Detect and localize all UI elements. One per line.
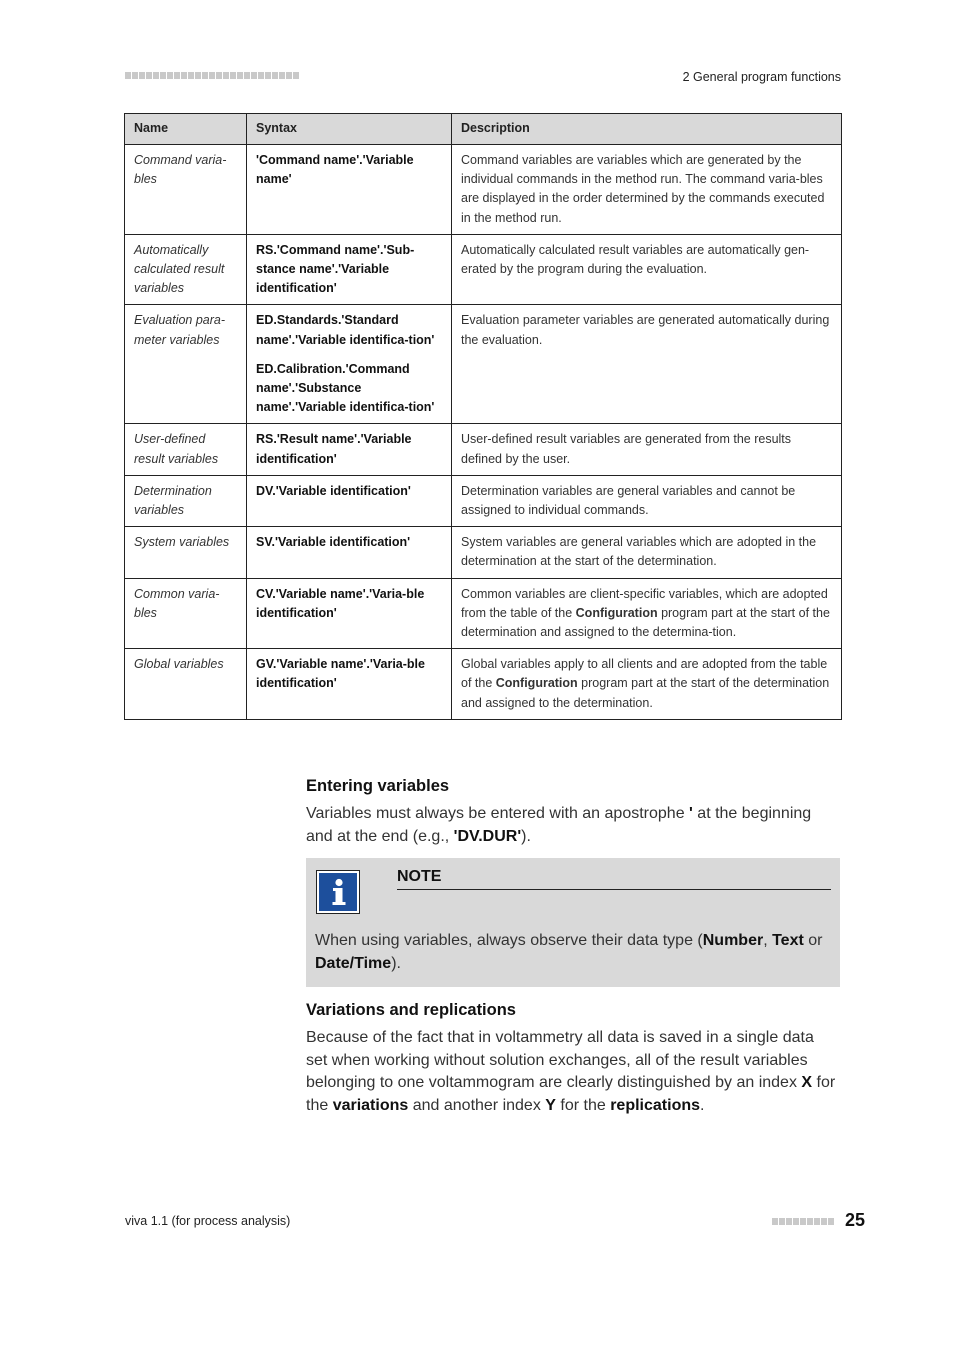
entering-variables-heading: Entering variables [306, 777, 450, 795]
table-row [125, 527, 842, 578]
variable-name: User-defined result variables [125, 424, 247, 475]
note-title: NOTE [397, 868, 831, 890]
variable-syntax: DV.'Variable identification' [247, 475, 452, 526]
header-decoration [125, 72, 299, 80]
variable-syntax: RS.'Command name'.'Sub-stance name'.'Variable identification' [247, 234, 452, 305]
variations-text: Because of the fact that in voltammetry all data is saved in a single data set when working without solution exchanges, all of the result variables belonging to one voltammogram are clearly distinguished by an index X for the variations and another index Y for the replications. [306, 1029, 836, 1114]
page-number: 25 [845, 1210, 866, 1230]
variable-syntax: GV.'Variable name'.'Varia-ble identification' [247, 649, 452, 720]
column-header-name: Name [125, 114, 247, 145]
variable-name: Global variables [125, 649, 247, 720]
variable-syntax: 'Command name'.'Variable name' [247, 145, 452, 235]
variable-name: Evaluation para-meter variables [125, 305, 247, 424]
example-variable: 'DV.DUR' [453, 827, 522, 845]
variable-name: Automatically calculated result variables [125, 234, 247, 305]
variable-description: Common variables are client-specific variables, which are adopted from the table of the Configuration program part at the start of the determination and assigned to the determina-tion. [452, 578, 842, 649]
variable-name: Common varia-bles [125, 578, 247, 649]
column-header-syntax: Syntax [247, 114, 452, 145]
configuration-term: Configuration [575, 605, 658, 620]
footer-decoration [772, 1218, 834, 1225]
variable-description: User-defined result variables are generated from the results defined by the user. [452, 424, 842, 475]
entering-variables-text: Variables must always be entered with an apostrophe ' at the beginning and at the end (e.g., 'DV.DUR'). [306, 805, 812, 845]
variable-name: System variables [125, 527, 247, 578]
info-icon [316, 870, 360, 914]
section-title: 2 General program functions [682, 70, 841, 84]
variable-description: Automatically calculated result variables are automatically gen-erated by the program during the evaluation. [452, 234, 842, 305]
table-row [125, 424, 842, 475]
note-text: When using variables, always observe their data type (Number, Text or Date/Time). [315, 932, 823, 972]
variable-description: Evaluation parameter variables are generated automatically during the evaluation. [452, 305, 842, 424]
syntax-standards: ED.Standards.'Standard name'.'Variable identifica-tion' [256, 313, 435, 347]
table-header-row [125, 114, 842, 145]
table-row [125, 649, 842, 720]
syntax-calibration: ED.Calibration.'Command name'.'Substance name'.'Variable identifica-tion' [256, 361, 435, 415]
table-row [125, 305, 842, 424]
variables-table [124, 113, 842, 720]
variable-syntax: RS.'Result name'.'Variable identification' [247, 424, 452, 475]
column-header-description: Description [452, 114, 842, 145]
footer-product: viva 1.1 (for process analysis) [125, 1214, 291, 1228]
table-row [125, 145, 842, 235]
variable-name: Determination variables [125, 475, 247, 526]
variable-description: Global variables apply to all clients and are adopted from the table of the Configuration program part at the start of the determination and assigned to the determination. [452, 649, 842, 720]
note-box [306, 858, 840, 987]
variable-description: Determination variables are general variables and cannot be assigned to individual commands. [452, 475, 842, 526]
table-row [125, 578, 842, 649]
variable-syntax: SV.'Variable identification' [247, 527, 452, 578]
variable-description: Command variables are variables which are generated by the individual commands in the method run. The command varia-bles are displayed in the order determined by the commands executed in the method run. [452, 145, 842, 235]
variations-heading: Variations and replications [306, 1001, 516, 1019]
variable-syntax: CV.'Variable name'.'Varia-ble identification' [247, 578, 452, 649]
table-row [125, 234, 842, 305]
variable-description: System variables are general variables which are adopted in the determination at the start of the determination. [452, 527, 842, 578]
table-row [125, 475, 842, 526]
configuration-term: Configuration [495, 676, 578, 691]
variable-name: Command varia-bles [125, 145, 247, 235]
variable-syntax [247, 305, 452, 424]
